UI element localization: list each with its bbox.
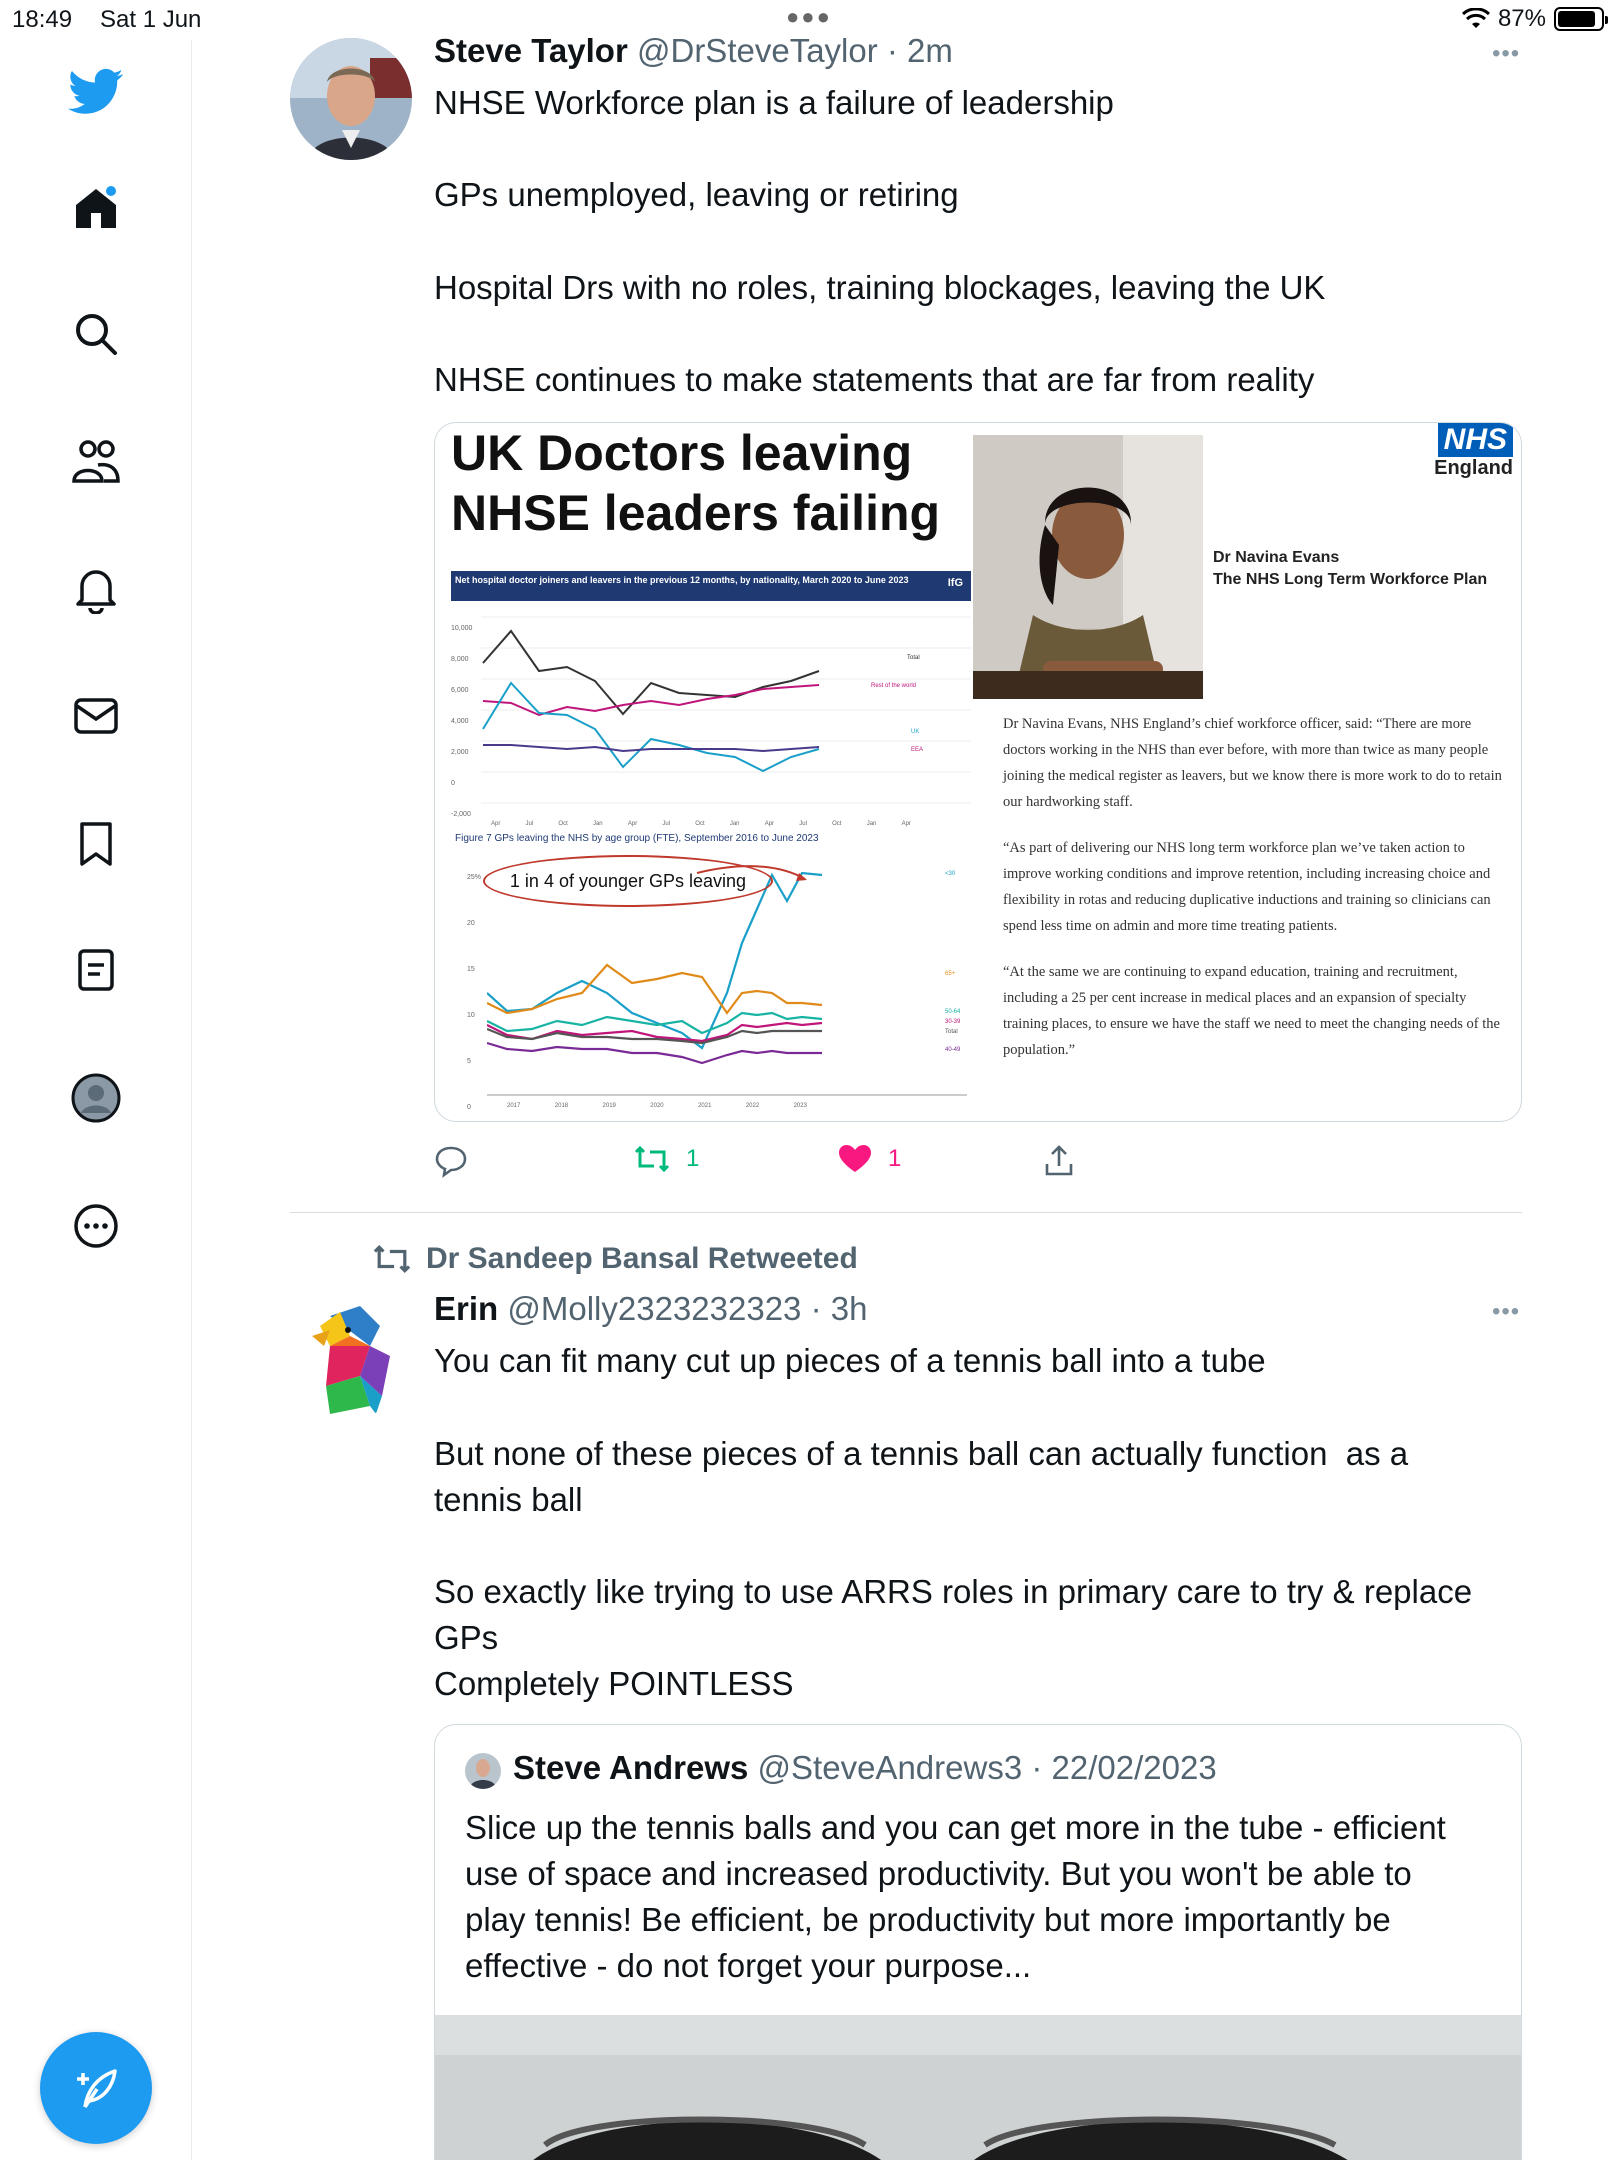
chart-brand: IfG (947, 577, 963, 589)
like-button[interactable] (838, 1144, 901, 1174)
gp-leavers-chart (451, 833, 971, 1118)
battery-percent: 87% (1497, 5, 1546, 32)
x-tick: Jul (525, 821, 534, 827)
series-label: Rest of the world (871, 683, 917, 689)
x-tick: 2019 (602, 1103, 616, 1109)
author-name[interactable]: Erin (434, 1290, 499, 1327)
x-tick: 2022 (745, 1103, 760, 1109)
x-tick: Jul (662, 821, 671, 827)
multitasking-dots-icon[interactable]: ●●● (786, 4, 832, 29)
retweet-button[interactable] (634, 1144, 699, 1174)
portrait-caption-title: The NHS Long Term Workforce Plan (1213, 571, 1488, 588)
tweet-text-line: GPs (434, 1619, 499, 1656)
x-tick: 2018 (554, 1103, 569, 1109)
tweet-text-line: tennis ball (434, 1481, 583, 1518)
y-tick: 10,000 (451, 625, 473, 632)
retweeted-by-label: Dr Sandeep Bansal Retweeted (426, 1242, 858, 1275)
series-label: Total (945, 1029, 958, 1035)
search-icon[interactable] (66, 304, 126, 364)
quoted-text-line: play tennis! Be efficient, be productivity but more importantly be (465, 1901, 1391, 1938)
x-tick: Apr (901, 821, 911, 827)
quoted-media-image[interactable] (435, 2015, 1522, 2160)
y-tick: 5 (467, 1058, 471, 1065)
tweet-text-line: Hospital Drs with no roles, training blockages, leaving the UK (434, 269, 1326, 306)
more-options-icon[interactable] (66, 1196, 126, 1256)
tweet-text-line: NHSE continues to make statements that are far from reality (434, 361, 1315, 398)
x-tick: Jul (799, 821, 807, 827)
twitter-logo-icon[interactable] (66, 62, 126, 122)
retweet-icon (634, 1144, 670, 1174)
x-tick: Apr (627, 821, 638, 827)
y-tick: 6,000 (451, 687, 469, 694)
retweeted-by[interactable] (372, 1242, 858, 1276)
status-time: 18:49 (12, 6, 73, 33)
media-headline: UK Doctors leaving (451, 425, 913, 481)
x-tick: 2020 (650, 1103, 664, 1109)
y-tick: 8,000 (451, 656, 469, 663)
messages-envelope-icon[interactable] (66, 686, 126, 746)
chart-title: Net hospital doctor joiners and leavers in the previous 12 months, by nationality, March 2020 to June 2023 (455, 575, 909, 585)
x-tick: Oct (558, 821, 568, 827)
x-tick: Apr (764, 821, 775, 827)
author-name[interactable]: Steve Taylor (434, 32, 628, 69)
series-label: UK (911, 729, 920, 735)
media-quote-paragraph: Dr Navina Evans, NHS England’s chief workforce officer, said: “There are more doctors working in the NHS than ever before, with more than twice as many people joining the medical register as leavers, but we know there is more work to do to retain our hardworking staff. (1003, 716, 1502, 810)
share-button[interactable] (1044, 1144, 1074, 1178)
profile-avatar-icon[interactable] (66, 1068, 126, 1128)
series-label: 50-64 (945, 1009, 961, 1015)
like-count: 1 (888, 1145, 902, 1172)
tweet-text-line: You can fit many cut up pieces of a tennis ball into a tube (434, 1342, 1266, 1379)
compose-tweet-button[interactable] (40, 2032, 152, 2144)
x-tick: 2021 (698, 1103, 712, 1109)
chart-title: Figure 7 GPs leaving the NHS by age group (FTE), September 2016 to June 2023 (455, 833, 819, 844)
quoted-avatar[interactable] (465, 1753, 501, 1789)
avatar[interactable] (290, 38, 412, 160)
reply-icon (434, 1144, 468, 1178)
nhs-logo-subtitle: England (1434, 457, 1513, 479)
media-quote-paragraph: “At the same we are continuing to expand education, training and recruitment, including a 25 per cent increase in medical places and an expansion of specialty training places, to ensure we have the staff we need to meet the changing needs of the population.” (1003, 964, 1500, 1058)
notifications-bell-icon[interactable] (66, 560, 126, 620)
home-icon[interactable] (66, 178, 126, 238)
tweet-text-line: Completely POINTLESS (434, 1665, 794, 1702)
series-label: 30-39 (945, 1019, 961, 1025)
x-tick: Apr (491, 821, 501, 827)
doctors-chart (451, 571, 971, 839)
avatar[interactable] (290, 1296, 412, 1418)
retweet-icon (372, 1243, 412, 1275)
series-label: 65+ (945, 971, 956, 977)
y-tick: 0 (467, 1104, 471, 1111)
y-tick: 0 (451, 780, 455, 787)
x-tick: Oct (695, 821, 705, 827)
y-tick: 25% (467, 874, 482, 881)
quoted-text-line: effective - do not forget your purpose... (465, 1947, 1032, 1984)
quoted-author-name[interactable]: Steve Andrews (513, 1749, 749, 1786)
sidebar (0, 40, 192, 2160)
series-label: Total (907, 655, 920, 661)
y-tick: 2,000 (451, 749, 469, 756)
bookmarks-icon[interactable] (66, 814, 126, 874)
x-tick: Jan (866, 821, 877, 827)
lists-icon[interactable] (66, 940, 126, 1000)
author-handle[interactable]: @DrSteveTaylor (636, 32, 878, 69)
communities-icon[interactable] (66, 432, 126, 492)
portrait-caption-name: Dr Navina Evans (1213, 549, 1340, 566)
x-tick: Jan (592, 821, 603, 827)
heart-icon (838, 1144, 872, 1174)
x-tick: Oct (832, 821, 842, 827)
y-tick: -2,000 (451, 811, 471, 818)
author-handle[interactable]: @Molly2323232323 (507, 1290, 802, 1327)
tweet-time[interactable]: · 3h (810, 1290, 868, 1327)
quoted-author-handle[interactable]: @SteveAndrews3 (757, 1749, 1023, 1786)
wifi-icon (1462, 8, 1490, 30)
y-tick: 4,000 (451, 718, 469, 725)
compose-feather-icon (71, 2063, 121, 2113)
series-label: 40-49 (945, 1047, 961, 1053)
tweet-text-line: But none of these pieces of a tennis ball can actually function as a (434, 1435, 1409, 1472)
quoted-tweet[interactable] (434, 1724, 1522, 2160)
x-tick: Jan (729, 821, 740, 827)
x-tick: 2023 (793, 1103, 807, 1109)
tweet-divider (290, 1212, 1522, 1213)
quoted-text-line: Slice up the tennis balls and you can get more in the tube - efficient (465, 1809, 1446, 1846)
status-right (1462, 5, 1604, 33)
y-tick: 15 (467, 966, 475, 973)
y-tick: 10 (467, 1012, 475, 1019)
series-label: EEA (911, 747, 924, 753)
status-date: Sat 1 Jun (100, 6, 202, 33)
tweet-text-line: So exactly like trying to use ARRS roles in primary care to try & replace (434, 1573, 1473, 1610)
tweet-more-icon[interactable]: ••• (1492, 40, 1521, 67)
retweet-count: 1 (686, 1145, 700, 1172)
share-icon (1044, 1144, 1074, 1178)
reply-button[interactable] (434, 1144, 468, 1178)
y-tick: 20 (467, 920, 475, 927)
tweet-more-icon[interactable]: ••• (1492, 1298, 1521, 1325)
callout-label: 1 in 4 of younger GPs leaving (483, 855, 773, 907)
tweet-text-line: NHSE Workforce plan is a failure of leadership (434, 84, 1114, 121)
series-label: <30 (945, 871, 956, 877)
media-quote-paragraph: “As part of delivering our NHS long term workforce plan we’ve taken action to improve working conditions and improve retention, including increasing choice and flexibility in rotas and reducing duplicative inductions and training so clinicians can spend less time on admin and more time treating patients. (1003, 840, 1491, 934)
quoted-text-line: use of space and increased productivity. But you won't be able to (465, 1855, 1412, 1892)
portrait-photo (973, 435, 1203, 699)
quoted-date: · 22/02/2023 (1031, 1749, 1217, 1786)
tweet-time[interactable]: · 2m (886, 32, 953, 69)
x-tick: 2017 (507, 1103, 521, 1109)
battery-icon (1554, 7, 1604, 31)
media-headline: NHSE leaders failing (451, 485, 941, 541)
tweet-media-image[interactable] (434, 422, 1522, 1122)
nhs-logo: NHS (1438, 423, 1513, 457)
tweet-text-line: GPs unemployed, leaving or retiring (434, 176, 959, 213)
